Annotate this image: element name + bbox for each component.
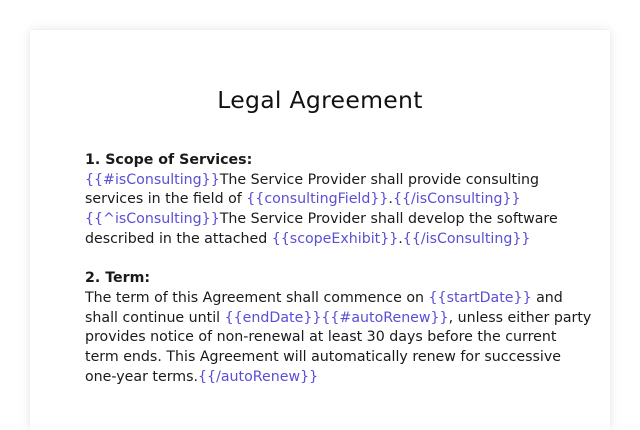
template-tag: {{consultingField}} <box>246 191 389 208</box>
document-body <box>85 151 605 387</box>
paragraph-text: . <box>398 230 403 247</box>
section-heading: 2. Term: <box>85 270 151 287</box>
section-paragraph <box>85 289 605 388</box>
section-paragraph <box>85 171 605 250</box>
template-tag: {{#autoRenew}} <box>321 309 449 326</box>
paragraph-text: provides notice of non-renewal at least 30 days before the current <box>85 329 557 346</box>
paragraph-text: The Service Provider shall develop the software <box>219 211 558 228</box>
paragraph-line <box>85 348 605 368</box>
template-tag: {{scopeExhibit}} <box>271 230 399 247</box>
paragraph-text: shall continue until <box>85 309 225 326</box>
template-tag: {{/autoRenew}} <box>198 368 319 385</box>
section-term <box>85 269 605 387</box>
paragraph-text: , unless either party <box>448 309 592 326</box>
paragraph-line <box>85 210 605 230</box>
section-scope-of-services <box>85 151 605 250</box>
paragraph-line <box>85 289 605 309</box>
paragraph-text: one-year terms. <box>85 368 199 385</box>
template-tag: {{/isConsulting}} <box>402 230 531 247</box>
paragraph-text: described in the attached <box>85 230 272 247</box>
paragraph-text: and <box>531 289 563 306</box>
section-heading: 1. Scope of Services: <box>85 152 253 168</box>
paragraph-line <box>85 171 605 191</box>
paragraph-line <box>85 190 605 210</box>
template-tag: {{endDate}} <box>224 309 322 326</box>
paragraph-text: The Service Provider shall provide consulting <box>219 171 540 188</box>
template-tag: {{#isConsulting}} <box>85 171 220 188</box>
paragraph-text: . <box>388 191 393 208</box>
paragraph-line <box>85 328 605 348</box>
template-tag: {{startDate}} <box>428 289 532 306</box>
paragraph-line <box>85 309 605 329</box>
paragraph-text: services in the field of <box>85 191 247 208</box>
template-tag: {{^isConsulting}} <box>85 211 220 228</box>
paragraph-text: The term of this Agreement shall commence on <box>85 289 429 306</box>
template-tag: {{/isConsulting}} <box>392 191 521 208</box>
section-spacer <box>85 250 605 270</box>
paragraph-line <box>85 230 605 250</box>
paragraph-line <box>85 368 605 388</box>
paragraph-text: term ends. This Agreement will automatically renew for successive <box>85 349 561 366</box>
document-title: Legal Agreement <box>217 86 423 114</box>
